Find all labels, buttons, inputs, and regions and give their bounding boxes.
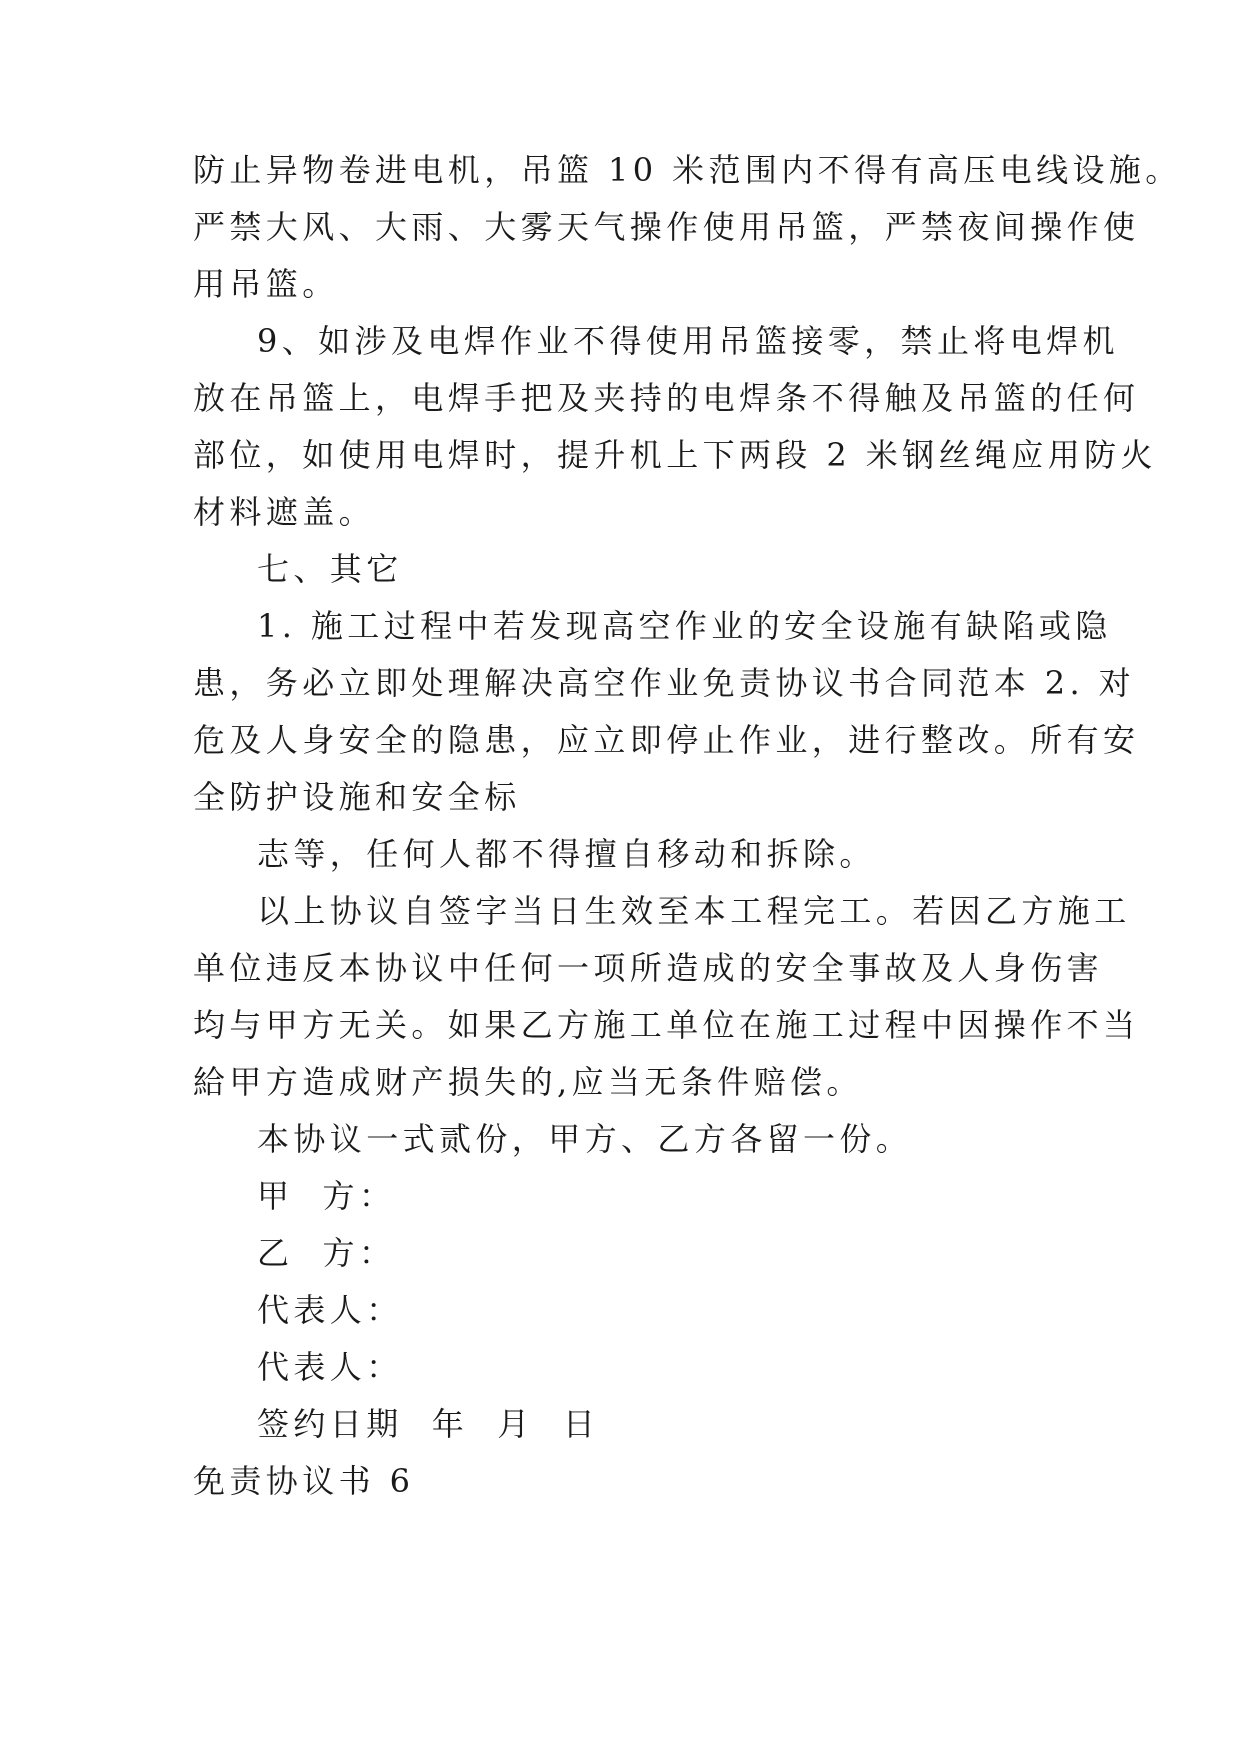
party-b-label: 乙 方： <box>257 1234 396 1272</box>
text-line-4: 9、如涉及电焊作业不得使用吊篮接零，禁止将电焊机 <box>257 322 1119 360</box>
representative-label-1: 代表人： <box>257 1291 403 1329</box>
section-heading-other: 七、其它 <box>257 550 403 588</box>
text-line-13: 志等，任何人都不得擅自移动和拆除。 <box>257 835 876 873</box>
text-line-15: 单位违反本协议中任何一项所造成的安全事故及人身伤害 <box>193 949 1104 987</box>
text-line-10: 患，务必立即处理解决高空作业免责协议书合同范本 2. 对 <box>193 664 1136 702</box>
text-line-16: 均与甲方无关。如果乙方施工单位在施工过程中因操作不当 <box>193 1006 1140 1044</box>
text-line-2: 严禁大风、大雨、大雾天气操作使用吊篮，严禁夜间操作使 <box>193 208 1140 246</box>
text-line-5: 放在吊篮上，电焊手把及夹持的电焊条不得触及吊篮的任何 <box>193 379 1140 417</box>
text-line-6: 部位，如使用电焊时，提升机上下两段 2 米钢丝绳应用防火 <box>193 436 1157 474</box>
text-line-14: 以上协议自签字当日生效至本工程完工。若因乙方施工 <box>257 892 1131 930</box>
party-a-label: 甲 方： <box>257 1177 396 1215</box>
representative-label-2: 代表人： <box>257 1348 403 1386</box>
text-line-3: 用吊篮。 <box>193 265 339 303</box>
signing-date-label: 签约日期 年 月 日 <box>257 1405 600 1443</box>
next-document-title: 免责协议书 6 <box>193 1462 415 1500</box>
text-line-18: 本协议一式贰份，甲方、乙方各留一份。 <box>257 1120 913 1158</box>
text-line-12: 全防护设施和安全标 <box>193 778 521 816</box>
text-line-9: 1. 施工过程中若发现高空作业的安全设施有缺陷或隐 <box>257 607 1112 645</box>
text-line-7: 材料遮盖。 <box>193 493 376 531</box>
text-line-17: 給甲方造成财产损失的,应当无条件赔偿。 <box>193 1063 863 1101</box>
text-line-1: 防止异物卷进电机，吊篮 10 米范围内不得有高压电线设施。 <box>193 151 1182 189</box>
text-line-11: 危及人身安全的隐患，应立即停止作业，进行整改。所有安 <box>193 721 1140 759</box>
